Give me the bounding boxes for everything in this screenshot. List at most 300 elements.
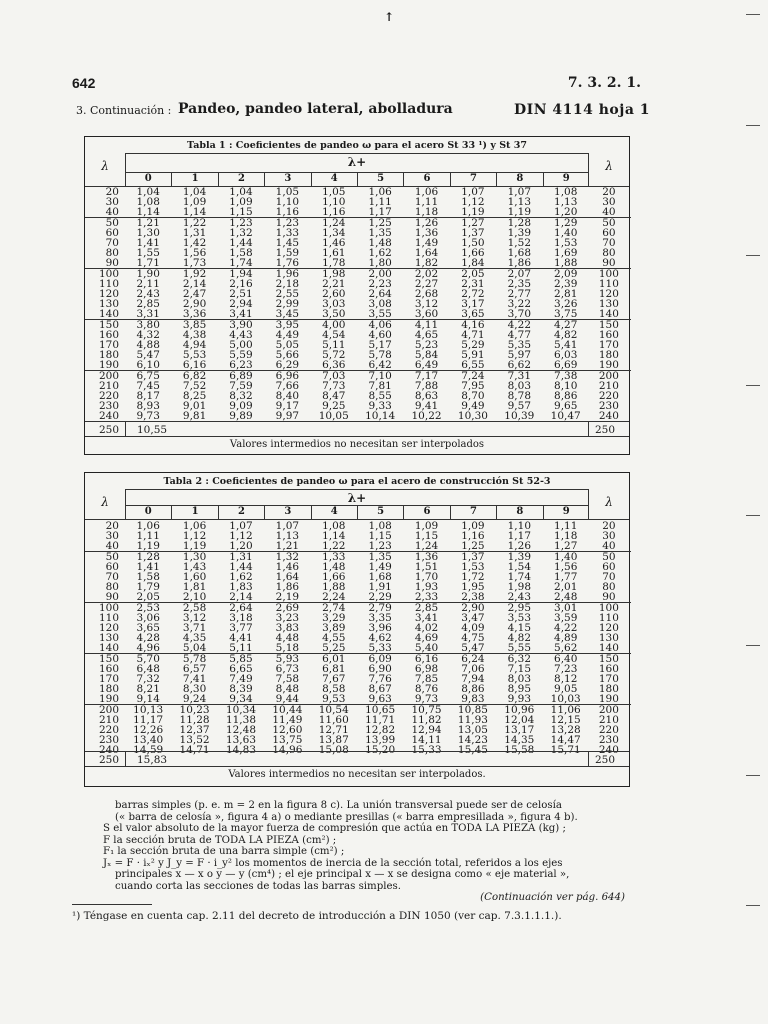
cell-value: 1,12 bbox=[461, 196, 485, 208]
cell-value: 4,94 bbox=[182, 339, 207, 351]
cell-value: 1,31 bbox=[182, 227, 207, 239]
cell-value: 2,79 bbox=[368, 602, 392, 614]
row-lambda-right: 190 bbox=[598, 359, 619, 371]
cell-value: 9,73 bbox=[414, 693, 439, 705]
row-lambda-right: 240 bbox=[598, 744, 619, 756]
column-header: 0 bbox=[144, 506, 152, 517]
cell-value: 10,13 bbox=[133, 704, 164, 716]
cell-value: 1,28 bbox=[136, 551, 160, 563]
din-reference: DIN 4114 hoja 1 bbox=[514, 102, 650, 118]
row-lambda: 100 bbox=[98, 602, 119, 614]
cell-value: 1,46 bbox=[322, 237, 346, 249]
cell-value: 3,08 bbox=[368, 298, 392, 310]
row-lambda-right: 170 bbox=[598, 673, 619, 685]
cell-value: 3,85 bbox=[182, 319, 207, 331]
lambda-plus-label: λ+ bbox=[347, 491, 367, 505]
row-lambda-right: 140 bbox=[598, 642, 619, 654]
cell-value: 5,72 bbox=[322, 349, 346, 361]
cell-value: 9,01 bbox=[182, 400, 207, 412]
cell-value: 4,77 bbox=[507, 329, 532, 341]
cell-value: 2,35 bbox=[507, 278, 532, 290]
cell-value: 8,48 bbox=[275, 683, 300, 695]
cell-value: 15,08 bbox=[318, 744, 349, 756]
edge-mark bbox=[746, 255, 760, 256]
cell-value: 1,40 bbox=[554, 551, 578, 563]
cell-value: 11,38 bbox=[225, 714, 256, 726]
cell-value: 5,00 bbox=[229, 339, 253, 351]
column-header: 7 bbox=[450, 506, 496, 520]
cell-value: 9,05 bbox=[554, 683, 578, 695]
cell-value: 4,88 bbox=[136, 339, 160, 351]
cell-value: 2,90 bbox=[461, 602, 485, 614]
cell-value: 7,76 bbox=[368, 673, 392, 685]
cell-value: 1,86 bbox=[275, 581, 300, 593]
cell-value: 5,91 bbox=[461, 349, 485, 361]
cell-value: 1,20 bbox=[554, 206, 578, 218]
cell-value: 6,90 bbox=[368, 663, 392, 675]
cell-value: 12,04 bbox=[504, 714, 535, 726]
row-lambda: 180 bbox=[98, 349, 119, 361]
row-250-lambda-right: 250 bbox=[594, 754, 615, 766]
cell-value: 8,12 bbox=[554, 673, 578, 685]
cell-value: 6,29 bbox=[275, 359, 300, 371]
cell-value: 10,85 bbox=[457, 704, 488, 716]
table-row bbox=[85, 562, 631, 572]
cell-value: 2,74 bbox=[322, 602, 346, 614]
row-lambda-right: 240 bbox=[598, 410, 619, 422]
section-number: 7. 3. 2. 1. bbox=[567, 75, 641, 91]
cell-value: 7,95 bbox=[461, 380, 485, 392]
column-header: 1 bbox=[171, 173, 217, 187]
cell-value: 3,18 bbox=[229, 612, 253, 624]
column-header: 0 bbox=[144, 173, 152, 184]
row-lambda: 220 bbox=[98, 724, 119, 736]
cell-value: 1,23 bbox=[275, 217, 300, 229]
cell-value: 2,01 bbox=[554, 581, 578, 593]
cell-value: 1,44 bbox=[229, 237, 253, 249]
table-2-title: Tabla 2 : Coeficientes de pandeo ω para el acero de construcción St 52-3 bbox=[163, 476, 551, 487]
cell-value: 1,93 bbox=[414, 581, 439, 593]
cell-value: 2,72 bbox=[461, 288, 485, 300]
row-lambda: 90 bbox=[105, 257, 119, 269]
cell-value: 1,36 bbox=[414, 551, 439, 563]
cell-value: 4,22 bbox=[507, 319, 532, 331]
table-row bbox=[85, 623, 631, 633]
cell-value: 1,72 bbox=[461, 571, 485, 583]
cell-value: 1,73 bbox=[182, 257, 207, 269]
row-lambda-right: 230 bbox=[598, 400, 619, 412]
cell-value: 8,30 bbox=[182, 683, 207, 695]
cell-value: 1,62 bbox=[229, 571, 253, 583]
row-lambda: 190 bbox=[98, 693, 119, 705]
row-lambda: 100 bbox=[98, 268, 119, 280]
cell-value: 4,41 bbox=[229, 632, 253, 644]
cell-value: 1,40 bbox=[554, 227, 578, 239]
row-lambda: 170 bbox=[98, 339, 119, 351]
cell-value: 13,40 bbox=[133, 734, 164, 746]
table-row bbox=[85, 279, 631, 289]
cell-value: 2,05 bbox=[461, 268, 485, 280]
cell-value: 6,62 bbox=[507, 359, 532, 371]
cell-value: 2,33 bbox=[414, 591, 439, 603]
paragraph-line: S el valor absoluto de la mayor fuerza de compresión que actúa en TODA LA PIEZA (kg) ; bbox=[103, 823, 566, 834]
cell-value: 3,71 bbox=[182, 622, 207, 634]
cell-value: 2,09 bbox=[554, 268, 578, 280]
cell-value: 1,05 bbox=[322, 186, 346, 198]
cell-value: 8,47 bbox=[322, 390, 346, 402]
cell-value: 2,85 bbox=[414, 602, 439, 614]
cell-value: 1,09 bbox=[182, 196, 207, 208]
cell-value: 2,43 bbox=[136, 288, 160, 300]
cell-value: 6,75 bbox=[136, 370, 160, 382]
cell-value: 7,58 bbox=[275, 673, 300, 685]
cell-value: 5,55 bbox=[507, 642, 532, 654]
cell-value: 1,05 bbox=[275, 186, 300, 198]
cell-value: 11,28 bbox=[179, 714, 210, 726]
row-lambda: 90 bbox=[105, 591, 119, 603]
cell-value: 1,21 bbox=[275, 540, 300, 552]
row-lambda-right: 30 bbox=[602, 196, 616, 208]
cell-value: 3,70 bbox=[507, 308, 532, 320]
cell-value: 1,78 bbox=[322, 257, 346, 269]
cell-value: 10,65 bbox=[365, 704, 396, 716]
row-lambda-right: 180 bbox=[598, 349, 619, 361]
cell-value: 4,02 bbox=[414, 622, 439, 634]
cell-value: 1,07 bbox=[461, 186, 485, 198]
cell-value: 2,11 bbox=[136, 278, 160, 290]
cell-value: 12,71 bbox=[318, 724, 349, 736]
cell-value: 9,73 bbox=[136, 410, 160, 422]
cell-value: 7,67 bbox=[322, 673, 346, 685]
cell-value: 8,21 bbox=[136, 683, 160, 695]
cell-value: 2,27 bbox=[414, 278, 439, 290]
cell-value: 4,55 bbox=[322, 632, 346, 644]
cell-value: 2,47 bbox=[182, 288, 207, 300]
cell-value: 1,64 bbox=[414, 247, 439, 259]
row-lambda-right: 110 bbox=[598, 278, 619, 290]
cell-value: 2,68 bbox=[414, 288, 439, 300]
cell-value: 1,20 bbox=[229, 540, 253, 552]
cell-value: 1,64 bbox=[275, 571, 300, 583]
column-header: 2 bbox=[218, 173, 264, 187]
cell-value: 1,08 bbox=[368, 520, 392, 532]
table-row bbox=[85, 521, 631, 531]
row-lambda-right: 210 bbox=[598, 380, 619, 392]
cell-value: 6,10 bbox=[136, 359, 160, 371]
cell-value: 7,81 bbox=[368, 380, 392, 392]
row-lambda-right: 30 bbox=[602, 530, 616, 542]
cell-value: 3,65 bbox=[136, 622, 160, 634]
cell-value: 2,64 bbox=[229, 602, 253, 614]
cell-value: 4,16 bbox=[461, 319, 485, 331]
row-lambda: 70 bbox=[105, 237, 119, 249]
cell-value: 5,17 bbox=[368, 339, 392, 351]
cell-value: 8,03 bbox=[507, 380, 532, 392]
cell-value: 3,06 bbox=[136, 612, 160, 624]
cell-value: 3,59 bbox=[554, 612, 578, 624]
cell-value: 4,60 bbox=[368, 329, 392, 341]
cell-value: 14,71 bbox=[179, 744, 210, 756]
row-lambda-right: 180 bbox=[598, 683, 619, 695]
cell-value: 6,03 bbox=[554, 349, 578, 361]
cell-value: 3,26 bbox=[554, 298, 578, 310]
cell-value: 4,00 bbox=[322, 319, 346, 331]
cell-value: 9,34 bbox=[229, 693, 253, 705]
page-title: Pandeo, pandeo lateral, abolladura bbox=[178, 101, 453, 117]
continuation-note: (Continuación ver pág. 644) bbox=[480, 892, 625, 903]
cell-value: 14,83 bbox=[225, 744, 256, 756]
cell-value: 1,19 bbox=[461, 206, 485, 218]
cell-value: 1,16 bbox=[275, 206, 300, 218]
cell-value: 1,58 bbox=[136, 571, 160, 583]
column-header: 2 bbox=[218, 506, 264, 520]
cell-value: 2,43 bbox=[507, 591, 532, 603]
lambda-label-right: λ bbox=[605, 159, 613, 173]
cell-value: 1,08 bbox=[554, 186, 578, 198]
cell-value: 4,75 bbox=[461, 632, 485, 644]
column-header: 8 bbox=[496, 506, 542, 520]
row-lambda: 30 bbox=[105, 196, 119, 208]
cell-value: 1,15 bbox=[368, 530, 392, 542]
cell-value: 1,06 bbox=[136, 520, 160, 532]
cell-value: 10,54 bbox=[318, 704, 349, 716]
cell-value: 1,21 bbox=[136, 217, 160, 229]
cell-value: 14,35 bbox=[504, 734, 535, 746]
cell-value: 5,33 bbox=[368, 642, 392, 654]
cell-value: 3,95 bbox=[275, 319, 300, 331]
cell-value: 8,86 bbox=[554, 390, 578, 402]
cell-value: 4,65 bbox=[414, 329, 439, 341]
cell-value: 7,10 bbox=[368, 370, 392, 382]
row-lambda: 200 bbox=[98, 370, 119, 382]
cell-value: 7,23 bbox=[554, 663, 578, 675]
cell-value: 10,05 bbox=[318, 410, 349, 422]
cell-value: 8,76 bbox=[414, 683, 439, 695]
row-lambda-right: 170 bbox=[598, 339, 619, 351]
cell-value: 1,14 bbox=[322, 530, 346, 542]
cell-value: 3,23 bbox=[275, 612, 300, 624]
cell-value: 15,45 bbox=[457, 744, 488, 756]
table-row bbox=[85, 217, 631, 228]
row-lambda-right: 60 bbox=[602, 227, 616, 239]
cell-value: 3,53 bbox=[507, 612, 532, 624]
cell-value: 13,75 bbox=[272, 734, 303, 746]
table-row bbox=[85, 735, 631, 745]
cell-value: 1,12 bbox=[182, 530, 207, 542]
row-lambda-right: 80 bbox=[602, 581, 616, 593]
cell-value: 6,65 bbox=[229, 663, 253, 675]
cell-value: 8,40 bbox=[275, 390, 300, 402]
row-lambda: 60 bbox=[105, 561, 119, 573]
row-lambda: 160 bbox=[98, 663, 119, 675]
row-lambda: 130 bbox=[98, 632, 119, 644]
column-header: 9 bbox=[543, 506, 589, 520]
cell-value: 8,55 bbox=[368, 390, 392, 402]
cell-value: 5,47 bbox=[136, 349, 160, 361]
cell-value: 9,65 bbox=[554, 400, 578, 412]
cell-value: 1,74 bbox=[507, 571, 532, 583]
cell-value: 10,39 bbox=[504, 410, 535, 422]
cell-value: 8,32 bbox=[229, 390, 253, 402]
cell-value: 1,09 bbox=[414, 520, 439, 532]
cell-value: 6,16 bbox=[414, 653, 439, 665]
cell-value: 1,24 bbox=[322, 217, 346, 229]
cell-value: 1,07 bbox=[507, 186, 532, 198]
cell-value: 7,73 bbox=[322, 380, 346, 392]
cell-value: 3,22 bbox=[507, 298, 532, 310]
cell-value: 10,96 bbox=[504, 704, 535, 716]
cell-value: 2,51 bbox=[229, 288, 253, 300]
row-lambda-right: 210 bbox=[598, 714, 619, 726]
cell-value: 14,96 bbox=[272, 744, 303, 756]
column-header: 4 bbox=[311, 506, 357, 520]
cell-value: 2,95 bbox=[507, 602, 532, 614]
cell-value: 1,83 bbox=[229, 581, 253, 593]
cell-value: 1,91 bbox=[368, 581, 392, 593]
cell-value: 3,75 bbox=[554, 308, 578, 320]
row-lambda-right: 130 bbox=[598, 632, 619, 644]
cell-value: 7,17 bbox=[414, 370, 439, 382]
cell-value: 2,58 bbox=[182, 602, 207, 614]
table-row bbox=[85, 582, 631, 592]
row-lambda: 80 bbox=[105, 581, 119, 593]
paragraph-line: principales x — x o y — y (cm⁴) ; el eje principal x — x se designa como « eje material », bbox=[115, 869, 570, 880]
cell-value: 4,11 bbox=[414, 319, 439, 331]
cell-value: 6,32 bbox=[507, 653, 532, 665]
cell-value: 8,58 bbox=[322, 683, 346, 695]
cell-value: 1,18 bbox=[414, 206, 439, 218]
table-row bbox=[85, 602, 631, 613]
cell-value: 1,17 bbox=[368, 206, 392, 218]
cell-value: 15,58 bbox=[504, 744, 535, 756]
cell-value: 11,17 bbox=[133, 714, 164, 726]
cell-value: 5,78 bbox=[182, 653, 207, 665]
lambda-label-right: λ bbox=[605, 495, 613, 509]
cell-value: 5,59 bbox=[229, 349, 253, 361]
row-lambda: 240 bbox=[98, 744, 119, 756]
cell-value: 1,42 bbox=[182, 237, 207, 249]
cell-value: 1,94 bbox=[229, 268, 253, 280]
cell-value: 1,17 bbox=[507, 530, 532, 542]
cell-value: 1,96 bbox=[275, 268, 300, 280]
cell-value: 1,13 bbox=[554, 196, 578, 208]
cell-value: 6,01 bbox=[322, 653, 346, 665]
cell-value: 1,49 bbox=[414, 237, 439, 249]
cell-value: 5,18 bbox=[275, 642, 300, 654]
cell-value: 1,08 bbox=[136, 196, 160, 208]
row-lambda: 50 bbox=[105, 551, 119, 563]
cell-value: 8,63 bbox=[414, 390, 439, 402]
cell-value: 6,89 bbox=[229, 370, 253, 382]
cell-value: 6,98 bbox=[414, 663, 439, 675]
row-lambda-right: 40 bbox=[602, 540, 616, 552]
row-lambda-right: 160 bbox=[598, 329, 619, 341]
cell-value: 2,81 bbox=[554, 288, 578, 300]
cell-value: 5,23 bbox=[414, 339, 439, 351]
cell-value: 4,96 bbox=[136, 642, 160, 654]
cell-value: 7,06 bbox=[461, 663, 485, 675]
cell-value: 2,24 bbox=[322, 591, 346, 603]
cell-value: 2,16 bbox=[229, 278, 253, 290]
cell-value: 1,33 bbox=[322, 551, 346, 563]
cell-value: 1,80 bbox=[368, 257, 392, 269]
cell-value: 7,32 bbox=[136, 673, 160, 685]
table-row bbox=[85, 197, 631, 207]
cell-value: 5,04 bbox=[182, 642, 207, 654]
cell-value: 1,32 bbox=[275, 551, 300, 563]
cell-value: 1,31 bbox=[229, 551, 253, 563]
table-row bbox=[85, 381, 631, 391]
cell-value: 2,69 bbox=[275, 602, 300, 614]
cell-value: 6,57 bbox=[182, 663, 207, 675]
cell-value: 2,05 bbox=[136, 591, 160, 603]
cell-value: 1,04 bbox=[136, 186, 160, 198]
cell-value: 1,53 bbox=[461, 561, 485, 573]
cell-value: 2,21 bbox=[322, 278, 346, 290]
cell-value: 1,19 bbox=[182, 540, 207, 552]
column-header: 8 bbox=[496, 173, 542, 187]
cell-value: 1,66 bbox=[461, 247, 485, 259]
cell-value: 8,25 bbox=[182, 390, 207, 402]
row-lambda: 110 bbox=[98, 612, 119, 624]
row-lambda: 80 bbox=[105, 247, 119, 259]
cell-value: 3,36 bbox=[182, 308, 207, 320]
cell-value: 10,14 bbox=[365, 410, 396, 422]
cell-value: 3,12 bbox=[182, 612, 207, 624]
row-lambda: 230 bbox=[98, 400, 119, 412]
cell-value: 8,39 bbox=[229, 683, 253, 695]
table-row bbox=[85, 391, 631, 401]
edge-mark bbox=[746, 385, 760, 386]
cell-value: 1,56 bbox=[554, 561, 578, 573]
cell-value: 9,41 bbox=[414, 400, 439, 412]
cell-value: 6,69 bbox=[554, 359, 578, 371]
cell-value: 5,47 bbox=[461, 642, 485, 654]
table-row bbox=[85, 207, 631, 217]
cell-value: 8,86 bbox=[461, 683, 485, 695]
cell-value: 1,25 bbox=[368, 217, 392, 229]
column-header: 6 bbox=[403, 506, 449, 520]
cell-value: 6,23 bbox=[229, 359, 253, 371]
cell-value: 4,49 bbox=[275, 329, 300, 341]
row-lambda: 50 bbox=[105, 217, 119, 229]
cell-value: 7,15 bbox=[507, 663, 532, 675]
cell-value: 1,04 bbox=[229, 186, 253, 198]
cell-value: 9,81 bbox=[182, 410, 207, 422]
cell-value: 6,24 bbox=[461, 653, 485, 665]
row-250-value: 15,83 bbox=[137, 754, 168, 766]
table-row bbox=[85, 370, 631, 381]
cell-value: 8,93 bbox=[136, 400, 160, 412]
row-250-lambda: 250 bbox=[99, 754, 120, 766]
cell-value: 11,06 bbox=[550, 704, 581, 716]
row-lambda: 150 bbox=[98, 653, 119, 665]
cell-value: 5,35 bbox=[507, 339, 532, 351]
row-lambda-right: 200 bbox=[598, 370, 619, 382]
cell-value: 1,36 bbox=[414, 227, 439, 239]
cell-value: 14,59 bbox=[133, 744, 164, 756]
table-row bbox=[85, 551, 631, 562]
cell-value: 2,90 bbox=[182, 298, 207, 310]
row-lambda: 230 bbox=[98, 734, 119, 746]
table-row bbox=[85, 299, 631, 309]
cell-value: 2,77 bbox=[507, 288, 532, 300]
row-lambda: 60 bbox=[105, 227, 119, 239]
cell-value: 6,40 bbox=[554, 653, 578, 665]
cell-value: 2,31 bbox=[461, 278, 485, 290]
table-row bbox=[85, 330, 631, 340]
cell-value: 11,93 bbox=[457, 714, 488, 726]
